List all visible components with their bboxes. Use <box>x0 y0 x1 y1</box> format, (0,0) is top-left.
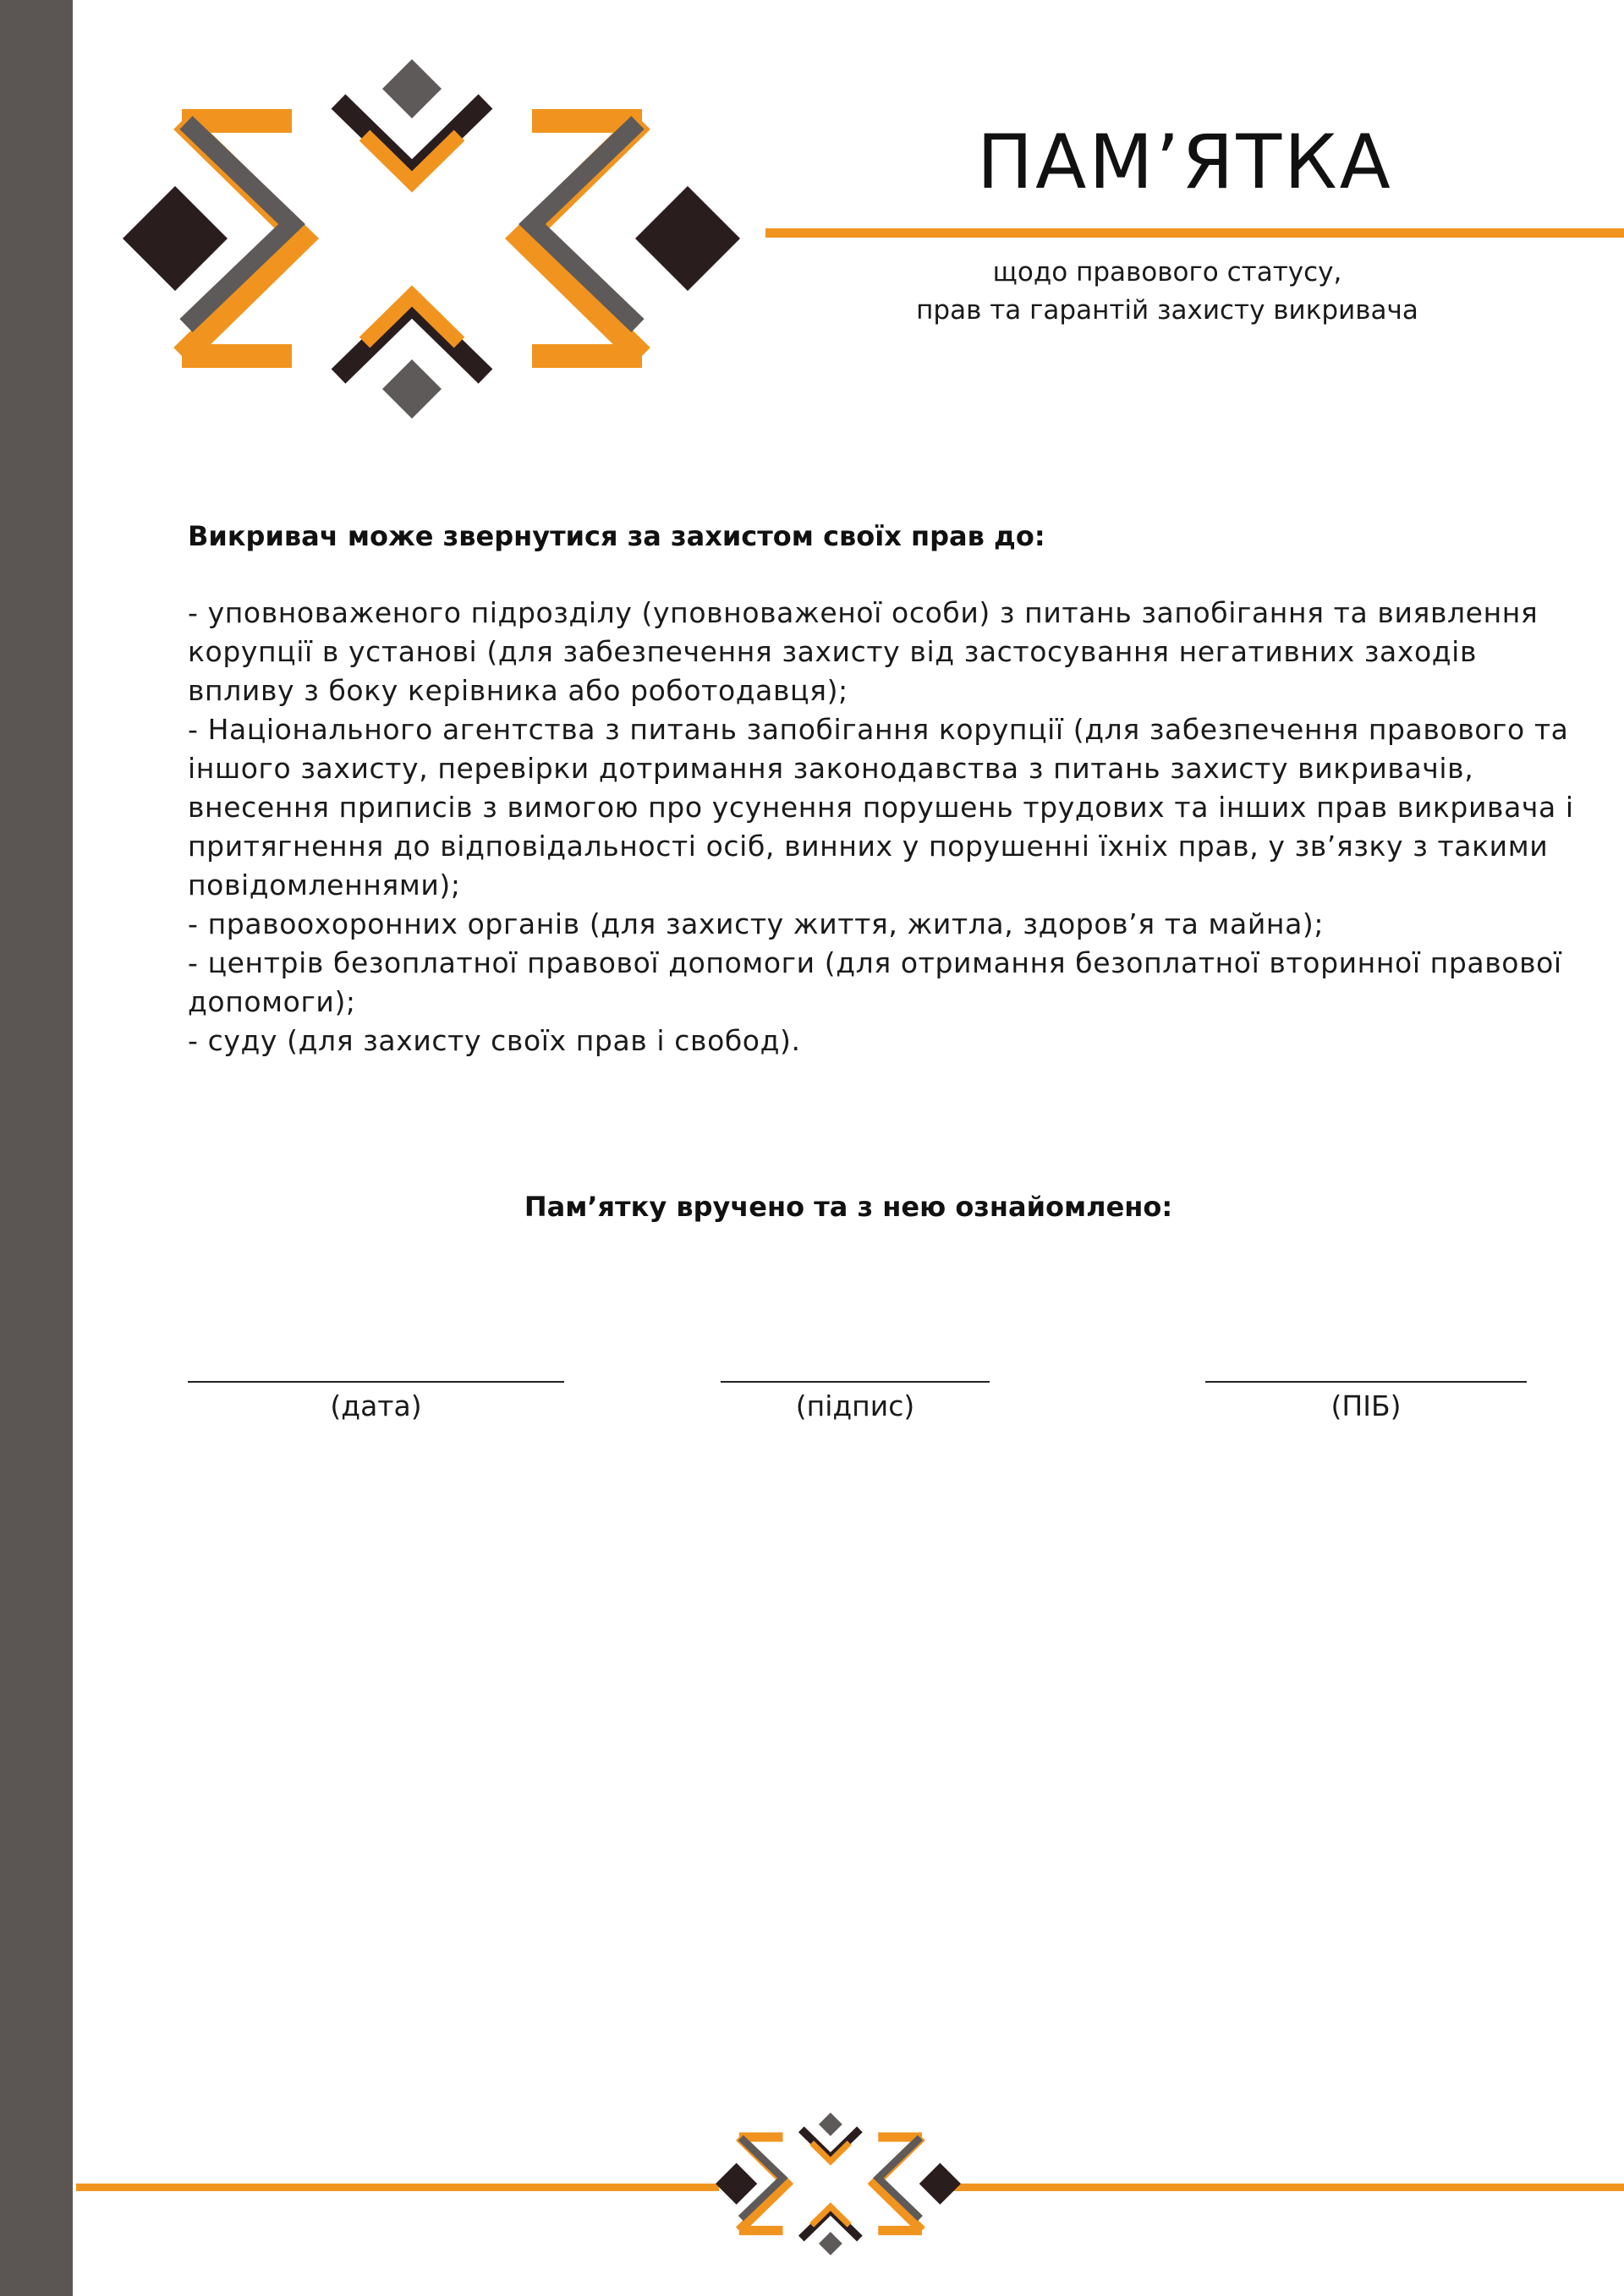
signature-field <box>721 1349 990 1422</box>
list-item: - правоохоронних органів (для захисту життя, житла, здоров’я та майна); <box>188 907 1325 940</box>
ornament-icon <box>123 55 740 423</box>
ornament-icon <box>716 2110 961 2258</box>
date-blank-line <box>188 1349 564 1383</box>
subtitle-line: щодо правового статусу, <box>992 257 1342 288</box>
protection-list <box>188 594 1592 1060</box>
full-name-blank-line <box>1205 1349 1527 1383</box>
title-divider <box>765 228 1624 238</box>
intro-heading: Викривач може звернутися за захистом своїх прав до: <box>188 520 1045 552</box>
list-item: - центрів безоплатної правової допомоги (для отримання безоплатної вторинної правової допомоги); <box>188 946 1562 1018</box>
signature-blank-line <box>721 1349 990 1383</box>
full-name-caption: (ПІБ) <box>1330 1389 1402 1422</box>
acknowledgement-heading: Пам’ятку вручено та з нею ознайомлено: <box>524 1191 1173 1223</box>
signature-caption: (підпис) <box>795 1389 915 1422</box>
date-caption: (дата) <box>330 1389 422 1422</box>
list-item: - уповноваженого підрозділу (уповноваженої особи) з питань запобігання та виявлення корупції в установі (для забезпечення захисту від застосування негативних заходів впливу з боку керівника або роботодавця); <box>188 596 1539 707</box>
date-signature-field <box>188 1349 564 1422</box>
list-item: - Національного агентства з питань запобігання корупції (для забезпечення правового та іншого захисту, перевірки дотримання законодавства з питань захисту викривачів, внесення приписів з вимогою про усунення порушень трудових та інших прав викривача і притягнення до відповідальності осіб, винних у порушенні їхніх прав, у зв’язку з такими повідомленнями); <box>188 713 1574 901</box>
left-sidebar-bar <box>0 0 73 2296</box>
subtitle-line: прав та гарантій захисту викривача <box>916 295 1418 326</box>
full-name-field <box>1205 1349 1527 1422</box>
footer-divider-right <box>947 2184 1624 2191</box>
list-item: - суду (для захисту своїх прав і свобод). <box>188 1024 801 1057</box>
document-title: ПАМ’ЯТКА <box>977 118 1393 205</box>
document-subtitle <box>846 254 1489 330</box>
footer-divider-left <box>76 2184 719 2191</box>
